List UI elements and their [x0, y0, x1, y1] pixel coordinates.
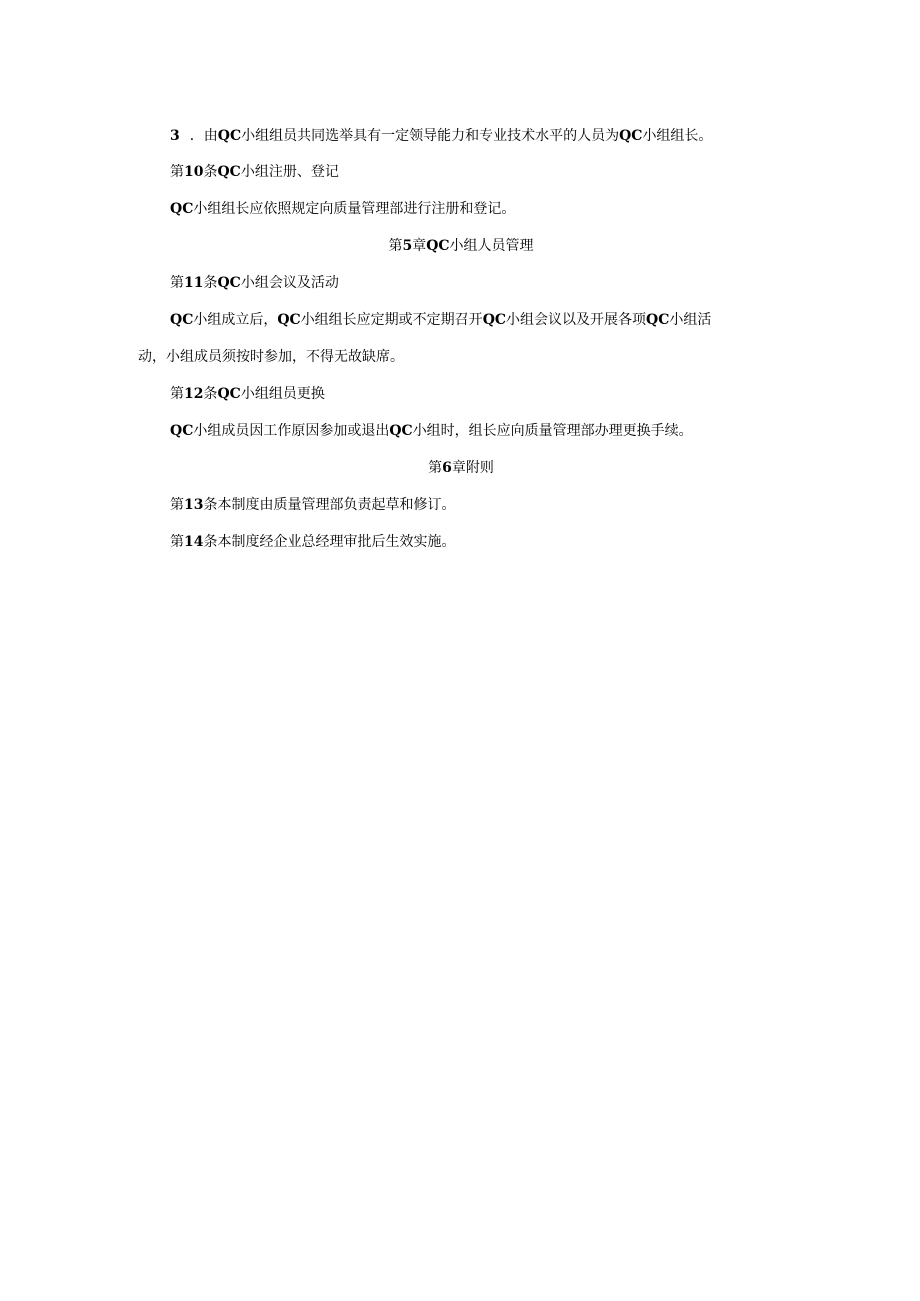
- body-text: 小组时，组长应向质量管理部办理更换手续。: [412, 423, 693, 439]
- article-prefix: 第: [170, 534, 184, 550]
- item-text: 小组组员共同选举具有一定领导能力和专业技术水平的人员为: [241, 128, 620, 144]
- article-prefix: 第: [170, 386, 184, 402]
- article-prefix: 第: [170, 164, 184, 180]
- article-12-heading: [170, 384, 325, 404]
- article-11-heading: [170, 273, 339, 293]
- article-10-body: [170, 199, 515, 219]
- body-text: 小组成员因工作原因参加或退出: [193, 423, 390, 439]
- chapter-6-heading: [138, 458, 784, 478]
- article-11-body-continued: [138, 347, 404, 367]
- body-text: 小组会议以及开展各项: [506, 312, 647, 328]
- chapter-prefix: 第: [388, 238, 403, 254]
- body-text: 小组成立后，: [193, 312, 278, 328]
- body-text: 小组组长应定期或不定期召开: [300, 312, 483, 328]
- article-prefix: 第: [170, 497, 184, 513]
- item-text: ．由: [189, 128, 218, 144]
- body-text: 条本制度由质量管理部负责起草和修订。: [203, 497, 456, 513]
- article-number: 12: [184, 386, 204, 402]
- qc-term: QC: [217, 128, 242, 144]
- qc-term: QC: [277, 312, 301, 328]
- qc-term: QC: [217, 164, 241, 180]
- article-title: 小组会议及活动: [240, 275, 339, 291]
- article-prefix: 第: [170, 275, 184, 291]
- article-number: 14: [184, 534, 204, 550]
- item-number: 3: [170, 128, 180, 144]
- article-title: 小组组员更换: [240, 386, 325, 402]
- article-10-heading: [170, 162, 339, 182]
- qc-term: QC: [426, 238, 450, 254]
- body-text: 小组组长应依照规定向质量管理部进行注册和登记。: [193, 201, 516, 217]
- qc-term: QC: [170, 201, 194, 217]
- article-title: 小组注册、登记: [240, 164, 339, 180]
- body-text: 条本制度经企业总经理审批后生效实施。: [203, 534, 456, 550]
- paragraph-item-3: [170, 126, 712, 146]
- chapter-title: 小组人员管理: [449, 238, 534, 254]
- qc-term: QC: [217, 386, 241, 402]
- chapter-suffix: 章: [412, 238, 427, 254]
- chapter-number: 6: [442, 460, 452, 476]
- chapter-number: 5: [402, 238, 413, 254]
- article-suffix: 条: [203, 386, 218, 402]
- qc-term: QC: [646, 312, 670, 328]
- qc-term: QC: [389, 423, 413, 439]
- qc-term: QC: [170, 423, 194, 439]
- chapter-5-heading: [138, 236, 784, 256]
- item-text: 小组组长。: [642, 128, 713, 144]
- article-11-body: [170, 310, 711, 330]
- article-suffix: 条: [203, 275, 218, 291]
- article-13: [170, 495, 455, 515]
- chapter-title: 章附则: [451, 460, 494, 476]
- article-number: 13: [184, 497, 204, 513]
- article-suffix: 条: [203, 164, 218, 180]
- qc-term: QC: [170, 312, 194, 328]
- article-14: [170, 532, 455, 552]
- article-number: 10: [184, 164, 204, 180]
- body-text: 动，小组成员须按时参加，不得无故缺席。: [138, 349, 404, 365]
- article-number: 11: [184, 275, 204, 291]
- body-text: 小组活: [669, 312, 712, 328]
- chapter-prefix: 第: [428, 460, 443, 476]
- article-12-body: [170, 421, 693, 441]
- qc-term: QC: [217, 275, 241, 291]
- qc-term: QC: [619, 128, 643, 144]
- qc-term: QC: [482, 312, 507, 328]
